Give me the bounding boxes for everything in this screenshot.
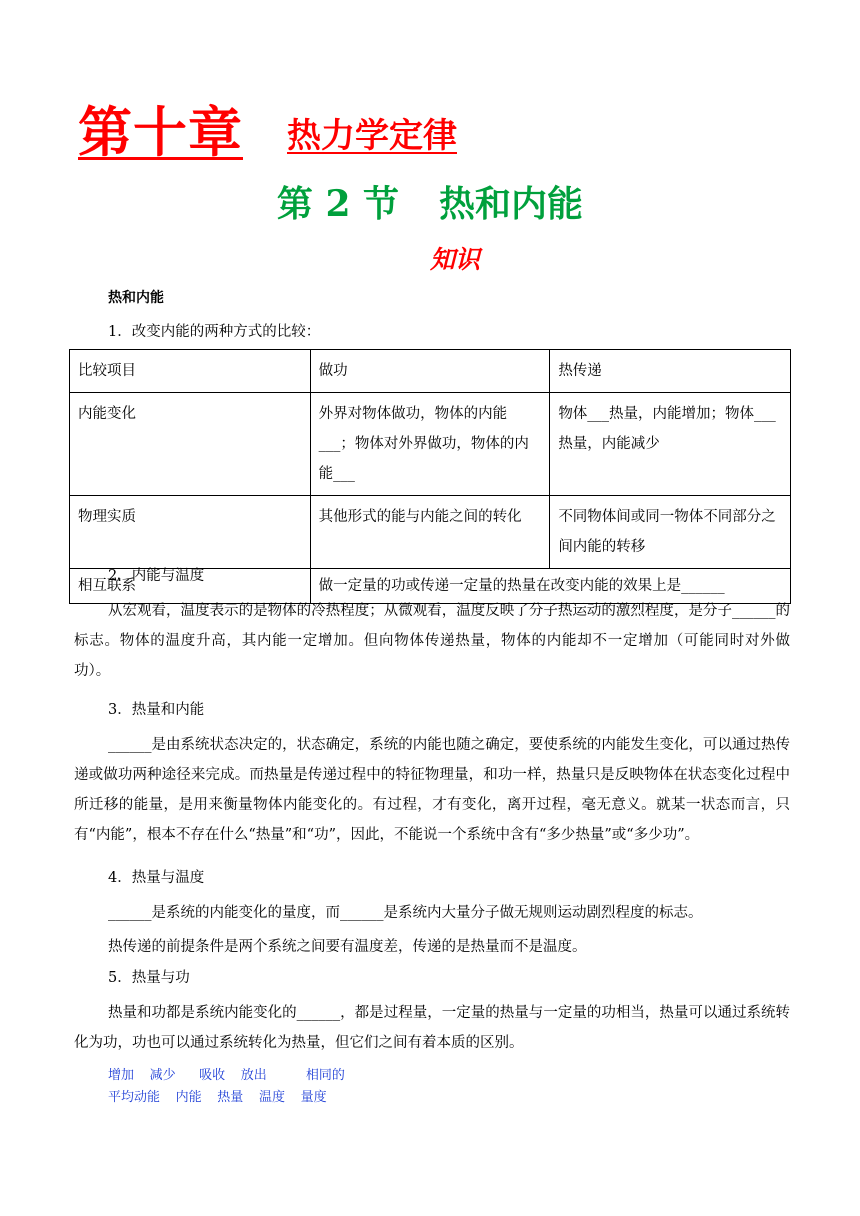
knowledge-label: 知识 [430,245,481,274]
table-row-label: 物理实质 [70,496,311,569]
table-cell: 外界对物体做功，物体的内能___；物体对外界做功，物体的内能___ [310,393,550,496]
answer-key-line1: 增加 减少 吸收 放出 相同的 [108,1068,345,1083]
table-row-label: 相互联系 [70,569,311,604]
section-title [0,181,860,227]
item5-text: 热量和功都是系统内能变化的______，都是过程量，一定量的热量与一定量的功相当，热量可以通过系统转化为功，功也可以通过系统转化为热量，但它们之间有着本质的区别。 [74,1005,790,1051]
item4-text2: 热传递的前提条件是两个系统之间要有温度差，传递的是热量而不是温度。 [108,939,587,955]
table-header-cell: 热传递 [550,350,791,393]
item4-title: 4．热量与温度 [108,870,205,886]
chapter-subtitle: 热力学定律 [287,116,457,156]
answer-key-line2: 平均动能 内能 热量 温度 量度 [108,1090,327,1105]
topic-heading: 热和内能 [108,290,164,306]
item3-text: ______是由系统状态决定的，状态确定，系统的内能也随之确定，要使系统的内能发生变化，可以通过热传递或做功两种途径来完成。而热量是传递过程中的特征物理量，和功一样，热量只是反映物体在状态变化过程中所迁移的能量，是用来衡量物体内能变化的。有过程，才有变化，离开过程，毫无意义。就某一状态而言，只有“内能”，根本不存在什么“热量”和“功”，因此，不能说一个系统中含有“多少热量”或“多少功”。 [74,737,790,843]
item2-title: 2．内能与温度 [108,568,205,584]
table-header-row [70,350,791,393]
table-row [70,393,791,496]
table-cell: 不同物体间或同一物体不同部分之间内能的转移 [550,496,791,569]
table-row-label: 内能变化 [70,393,311,496]
section-number: 第 2 节 [276,183,400,225]
section-name: 热和内能 [439,183,584,225]
table-row [70,496,791,569]
table-cell: 物体___热量，内能增加；物体___热量，内能减少 [550,393,791,496]
item5-title: 5．热量与功 [108,970,190,986]
table-merged-cell: 做一定量的功或传递一定量的热量在改变内能的效果上是______ [310,569,790,604]
item3-title: 3．热量和内能 [108,702,205,718]
item4-text1: ______是系统的内能变化的量度，而______是系统内大量分子做无规则运动剧烈程度的标志。 [108,905,703,921]
table-cell: 其他形式的能与内能之间的转化 [310,496,550,569]
table-header-cell: 比较项目 [70,350,311,393]
item1-title: 1．改变内能的两种方式的比较： [108,324,321,340]
table-header-cell: 做功 [310,350,550,393]
item2-text: 从宏观看，温度表示的是物体的冷热程度；从微观看，温度反映了分子热运动的激烈程度，是分子______的标志。物体的温度升高，其内能一定增加。但向物体传递热量，物体的内能却不一定增加（可能同时对外做功）。 [74,603,790,679]
chapter-title: 第十章 [78,100,243,164]
